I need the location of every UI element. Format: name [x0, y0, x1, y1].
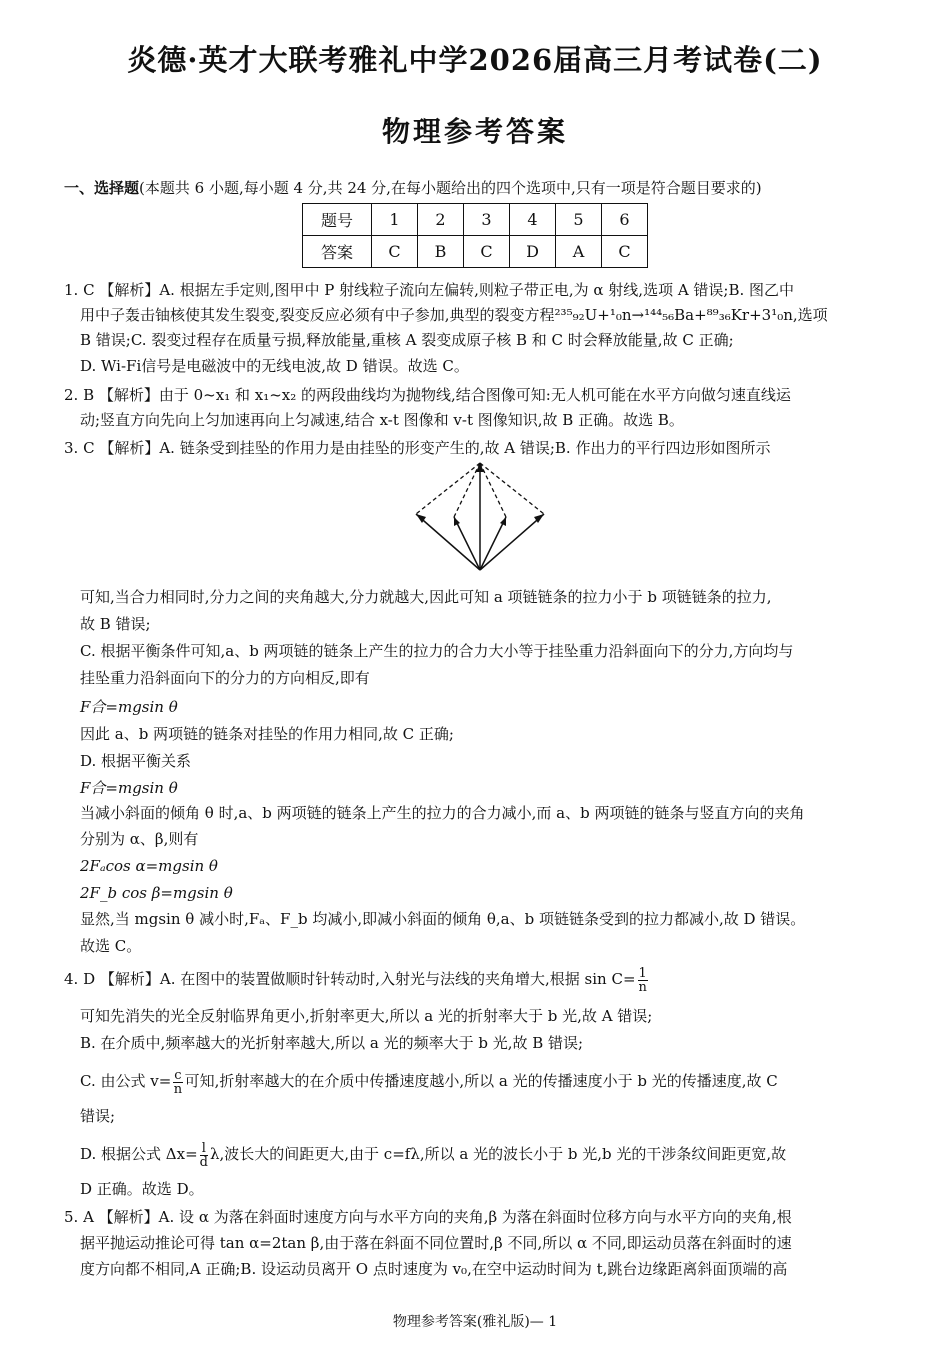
q4-line: [80, 1064, 778, 1098]
fraction-l-over-d: [200, 1142, 208, 1169]
answer-cell: D: [510, 236, 556, 268]
q1-line: D. Wi-Fi信号是电磁波中的无线电波,故 D 错误。故选 C。: [80, 357, 469, 375]
q4-text: D. 根据公式 Δx=: [80, 1145, 198, 1163]
answer-cell: B: [418, 236, 464, 268]
q5-line: 5. A 【解析】A. 设 α 为落在斜面时速度方向与水平方向的夹角,β 为落在斜面时位移方向与水平方向的夹角,根: [64, 1208, 792, 1226]
q4-text: λ,波长大的间距更大,由于 c=fλ,所以 a 光的波长小于 b 光,b 光的干涉条纹间距更宽,故: [210, 1145, 787, 1163]
section-title: 一、选择题: [64, 179, 140, 197]
fraction-denominator: n: [638, 979, 647, 995]
q2-line: 动;竖直方向先向上匀加速再向上匀减速,结合 x-t 图像和 v-t 图像知识,故 B 正确。故选 B。: [80, 411, 684, 429]
fraction-numerator: c: [174, 1067, 182, 1083]
row-label-number: 题号: [303, 204, 372, 236]
q4-line: 可知先消失的光全反射临界角更小,折射率更大,所以 a 光的折射率大于 b 光,故 A 错误;: [80, 1007, 653, 1025]
q4-line: 错误;: [80, 1107, 116, 1125]
q3-line: 显然,当 mgsin θ 减小时,Fₐ、F_b 均减小,即减小斜面的倾角 θ,a、b 项链链条受到的拉力都减小,故 D 错误。: [80, 910, 806, 928]
q3-line: 可知,当合力相同时,分力之间的夹角越大,分力就越大,因此可知 a 项链链条的拉力小于 b 项链链条的拉力,: [80, 588, 772, 606]
row-label-answer: 答案: [303, 236, 372, 268]
q2-line: 2. B 【解析】由于 0~x₁ 和 x₁~x₂ 的两段曲线均为抛物线,结合图像可知:无人机可能在水平方向做匀速直线运: [64, 386, 791, 404]
dashed-edge: [480, 463, 506, 517]
q5-line: 据平抛运动推论可得 tan α=2tan β,由于落在斜面不同位置时,β 不同,所以 α 不同,即运动员落在斜面时的速: [80, 1234, 792, 1252]
q3-line: 故 B 错误;: [80, 615, 151, 633]
question-number: 2: [418, 204, 464, 236]
exam-brand: 炎德·英才大联考: [127, 43, 349, 77]
q3-equation: 2Fₐcos α=mgsin θ: [80, 857, 218, 875]
section-note: (本题共 6 小题,每小题 4 分,共 24 分,在每小题给出的四个选项中,只有一项是符合题目要求的): [139, 179, 762, 197]
answer-cell: C: [602, 236, 648, 268]
fraction-denominator: d: [199, 1154, 208, 1170]
q3-line: 因此 a、b 两项链的链条对挂坠的作用力相同,故 C 正确;: [80, 725, 454, 743]
dashed-edge: [480, 463, 544, 514]
question-number: 3: [464, 204, 510, 236]
q5-line: 度方向都不相同,A 正确;B. 设运动员离开 O 点时速度为 v₀,在空中运动时间为 t,跳台边缘距离斜面顶端的高: [80, 1260, 788, 1278]
q3-line: 故选 C。: [80, 937, 142, 955]
q3-equation: 2F_b cos β=mgsin θ: [80, 884, 233, 902]
answer-cell: A: [556, 236, 602, 268]
answer-cell: C: [372, 236, 418, 268]
question-number: 4: [510, 204, 556, 236]
q4-text: 4. D 【解析】A. 在图中的装置做顺时针转动时,入射光与法线的夹角增大,根据 sin C=: [64, 970, 636, 988]
dashed-edge: [416, 463, 480, 514]
q1-line: 用中子轰击铀核使其发生裂变,裂变反应必须有中子参加,典型的裂变方程²³⁵₉₂U+¹₀n→¹⁴⁴₅₆Ba+⁸⁹₃₆Kr+3¹₀n,选项: [80, 306, 828, 324]
q3-line: 当减小斜面的倾角 θ 时,a、b 两项链的链条上产生的拉力的合力减小,而 a、b 两项链的链条与竖直方向的夹角: [80, 804, 805, 822]
page-footer: 物理参考答案(雅礼版)— 1: [392, 1314, 558, 1330]
q1-line: B 错误;C. 裂变过程存在质量亏损,释放能量,重核 A 裂变成原子核 B 和 C 时会释放能量,故 C 正确;: [80, 331, 734, 349]
exam-title-rest: 雅礼中学2026届高三月考试卷(二): [348, 43, 823, 77]
dashed-edge: [454, 463, 480, 517]
q1-line: 1. C 【解析】A. 根据左手定则,图甲中 P 射线粒子流向左偏转,则粒子带正电,为 α 射线,选项 A 错误;B. 图乙中: [64, 281, 795, 299]
q3-line: C. 根据平衡条件可知,a、b 两项链的链条上产生的拉力的合力大小等于挂坠重力沿斜面向下的分力,方向均与: [80, 642, 794, 660]
force-parallelogram-diagram: [410, 459, 550, 574]
fraction-c-over-n: [173, 1069, 182, 1096]
answer-table: [302, 203, 648, 268]
component-force-arrow: [454, 517, 480, 570]
q4-line: [80, 1137, 786, 1171]
question-number: 1: [372, 204, 418, 236]
page-subtitle: 物理参考答案: [381, 115, 568, 148]
q4-line: [64, 962, 650, 996]
q3-line: 3. C 【解析】A. 链条受到挂坠的作用力是由挂坠的形变产生的,故 A 错误;B. 作出力的平行四边形如图所示: [64, 439, 771, 457]
exam-title: [0, 40, 950, 80]
q3-line: 分别为 α、β,则有: [80, 830, 199, 848]
q4-line: B. 在介质中,频率越大的光折射率越大,所以 a 光的频率大于 b 光,故 B 错误;: [80, 1034, 584, 1052]
arrowhead: [476, 463, 484, 472]
q4-text: 可知,折射率越大的在介质中传播速度越小,所以 a 光的传播速度小于 b 光的传播速度,故 C: [184, 1072, 778, 1090]
answer-table-row-numbers: [303, 204, 648, 236]
fraction-numerator: l: [200, 1142, 208, 1156]
answer-table-row-answers: [303, 236, 648, 268]
answer-cell: C: [464, 236, 510, 268]
question-number: 5: [556, 204, 602, 236]
fraction-numerator: 1: [638, 965, 647, 981]
q4-line: D 正确。故选 D。: [80, 1180, 204, 1198]
component-force-arrow: [480, 517, 506, 570]
fraction-denominator: n: [173, 1081, 183, 1097]
component-force-arrow: [480, 514, 544, 570]
q4-text: C. 由公式 v=: [80, 1072, 172, 1090]
q3-line: 挂坠重力沿斜面向下的分力的方向相反,即有: [80, 669, 370, 687]
q3-equation: F合=mgsin θ: [80, 698, 178, 716]
fraction-1-over-n: [638, 967, 648, 994]
component-force-arrow: [416, 514, 480, 570]
question-number: 6: [602, 204, 648, 236]
q3-equation: F合=mgsin θ: [80, 779, 178, 797]
q3-line: D. 根据平衡关系: [80, 752, 192, 770]
section-heading: [64, 178, 762, 198]
